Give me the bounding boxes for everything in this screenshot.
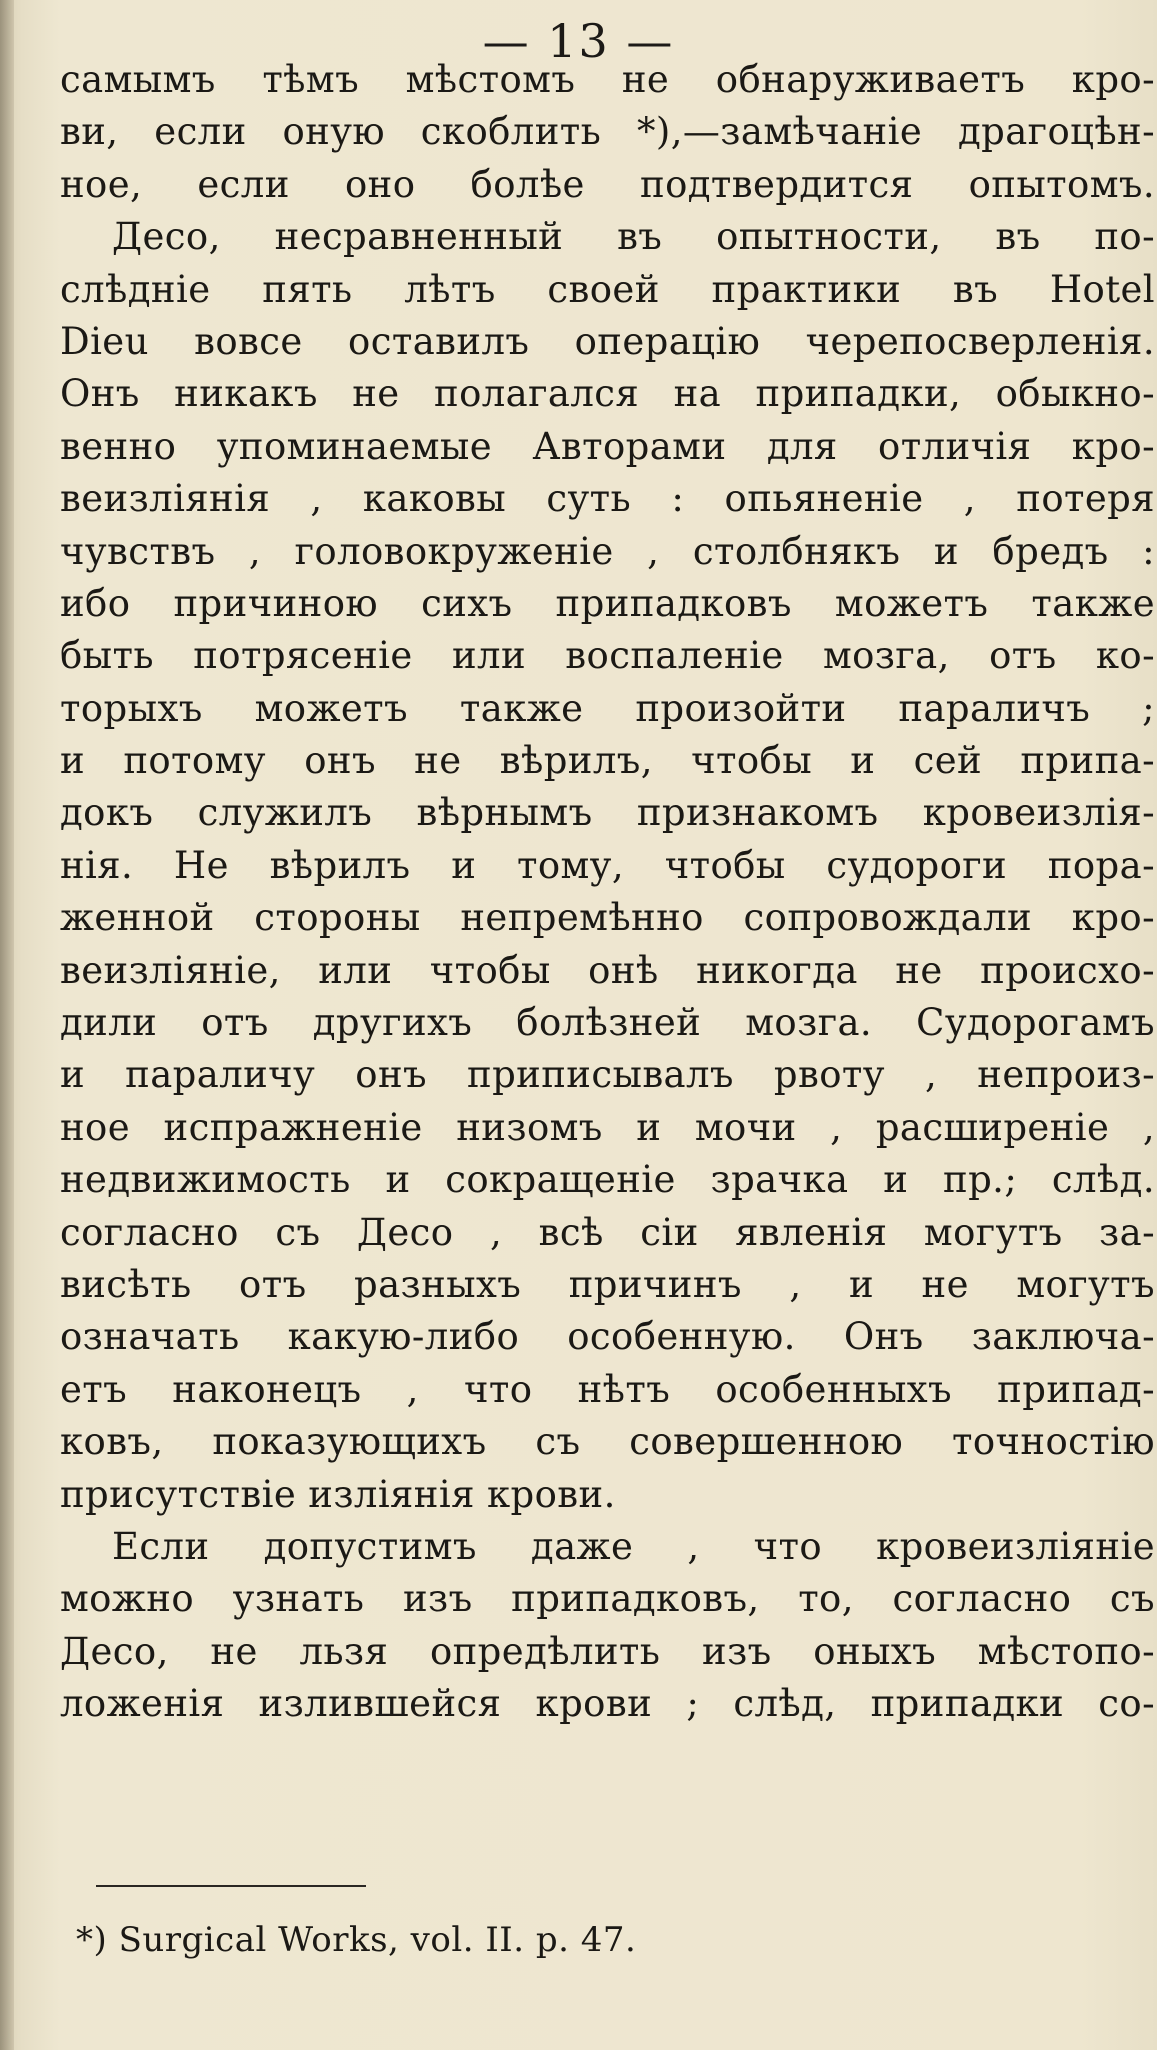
text-line: ложенія излившейся крови ; слѣд, припадки со-: [60, 1682, 1155, 1726]
text-line: присутствіе изліянія крови.: [60, 1472, 616, 1516]
text-line: веизліяніе, или чтобы онѣ никогда не происхо-: [60, 948, 1155, 992]
text-line: женной стороны непремѣнно сопровождали кро-: [60, 896, 1155, 940]
text-line: торыхъ можетъ также произойти параличъ ;: [60, 686, 1155, 730]
text-line: означать какую-либо особенную. Онъ заключа-: [60, 1315, 1155, 1359]
text-line: и параличу онъ приписывалъ рвоту , непроиз-: [60, 1053, 1155, 1097]
text-line: ное, если оно болѣе подтвердится опытомъ.: [60, 162, 1155, 206]
text-line: нія. Не вѣрилъ и тому, чтобы судороги пора-: [60, 843, 1155, 887]
text-line: самымъ тѣмъ мѣстомъ не обнаруживаетъ кро-: [60, 58, 1155, 101]
text-line: Если допустимъ даже , что кровеизліяніе: [112, 1524, 1155, 1568]
text-line: и потому онъ не вѣрилъ, чтобы и сей припа-: [60, 739, 1155, 783]
page-number: — 13 —: [482, 14, 675, 68]
text-line: висѣть отъ разныхъ причинъ , и не могутъ: [60, 1262, 1155, 1306]
text-line: Онъ никакъ не полагался на припадки, обыкно-: [60, 372, 1155, 416]
body-text: [60, 54, 1155, 1731]
text-line: ви, если оную скоблить *),—замѣчаніе драгоцѣн-: [60, 110, 1155, 154]
text-line: етъ наконецъ , что нѣтъ особенныхъ припад-: [60, 1367, 1155, 1411]
text-line: можно узнать изъ припадковъ, то, согласно съ: [60, 1577, 1155, 1621]
text-line: веизліянія , каковы суть : опьяненіе , потеря: [60, 477, 1155, 521]
footnote: *) Surgical Works, vol. II. p. 47.: [76, 1920, 637, 1960]
text-line: ибо причиною сихъ припадковъ можетъ также: [60, 581, 1155, 625]
text-line: быть потрясеніе или воспаленіе мозга, отъ ко-: [60, 634, 1155, 678]
text-line: недвижимость и сокращеніе зрачка и пр.; слѣд.: [60, 1158, 1155, 1202]
text-line: Десо, не льзя опредѣлить изъ оныхъ мѣстопо-: [60, 1629, 1155, 1673]
text-line: дили отъ другихъ болѣзней мозга. Судорогамъ: [60, 1001, 1155, 1045]
text-line: ковъ, показующихъ съ совершенною точностію: [60, 1420, 1155, 1464]
text-line: согласно съ Десо , всѣ сіи явленія могутъ за-: [60, 1210, 1155, 1254]
footnote-divider: [96, 1885, 366, 1887]
text-line: слѣдніе пять лѣтъ своей практики въ Hotel: [60, 267, 1155, 311]
text-line: Десо, несравненный въ опытности, въ по-: [112, 215, 1155, 259]
text-line: венно упоминаемые Авторами для отличія кро-: [60, 424, 1155, 468]
text-line: докъ служилъ вѣрнымъ признакомъ кровеизлія-: [60, 791, 1155, 835]
page-binding-edge: [0, 0, 14, 2050]
text-line: Dieu вовсе оставилъ операцію черепосверленія.: [60, 319, 1155, 363]
text-line: чувствъ , головокруженіе , столбнякъ и бредъ :: [60, 529, 1155, 573]
text-line: ное испражненіе низомъ и мочи , расширеніе ,: [60, 1105, 1155, 1149]
